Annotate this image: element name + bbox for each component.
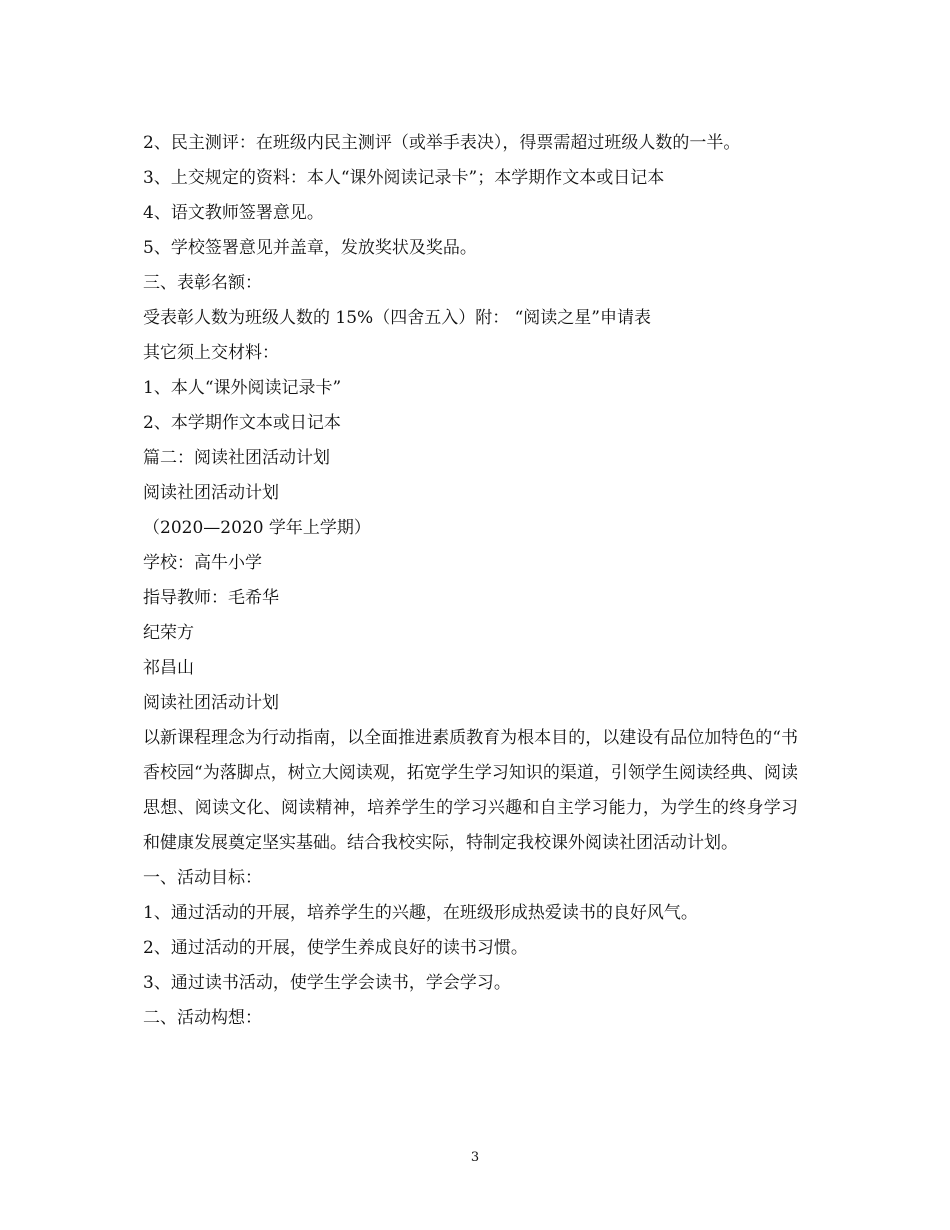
text-line: 5、学校签署意见并盖章，发放奖状及奖品。 <box>143 238 477 258</box>
text-line: 受表彰人数为班级人数的 15%（四舍五入）附： “阅读之星”申请表 <box>143 308 651 328</box>
school-line: 学校：高牛小学 <box>143 553 262 573</box>
section-heading: 三、表彰名额： <box>143 273 262 293</box>
text-line: 4、语文教师签署意见。 <box>143 203 324 223</box>
text-line: 1、通过活动的开展，培养学生的兴趣，在班级形成热爱读书的良好风气。 <box>143 903 698 923</box>
document-title: 阅读社团活动计划 <box>143 693 279 713</box>
text-line: 其它须上交材料： <box>143 343 279 363</box>
section-heading: 二、活动构想： <box>143 1008 262 1028</box>
text-line: 2、本学期作文本或日记本 <box>143 413 341 433</box>
text-line: 1、本人“课外阅读记录卡” <box>143 378 342 398</box>
section-heading: 一、活动目标： <box>143 868 262 888</box>
teacher-name: 祁昌山 <box>143 658 194 678</box>
semester-line: （2020—2020 学年上学期） <box>143 518 371 538</box>
document-body <box>143 126 811 1036</box>
chapter-heading: 篇二：阅读社团活动计划 <box>143 448 330 468</box>
teacher-name: 纪荣方 <box>143 623 194 643</box>
text-line: 2、通过活动的开展，使学生养成良好的读书习惯。 <box>143 938 528 958</box>
teacher-line: 指导教师：毛希华 <box>143 588 279 608</box>
intro-paragraph: 以新课程理念为行动指南，以全面推进素质教育为根本目的，以建设有品位加特色的“书香校园“为落脚点，树立大阅读观，拓宽学生学习知识的渠道，引领学生阅读经典、阅读思想、阅读文化、阅读精神，培养学生的学习兴趣和自主学习能力，为学生的终身学习和健康发展奠定坚实基础。结合我校实际，特制定我校课外阅读社团活动计划。 <box>143 728 798 853</box>
text-line: 2、民主测评：在班级内民主测评（或举手表决），得票需超过班级人数的一半。 <box>143 133 741 153</box>
text-line: 3、上交规定的资料：本人“课外阅读记录卡”；本学期作文本或日记本 <box>143 168 665 188</box>
page-number: 3 <box>470 1150 480 1165</box>
text-line: 3、通过读书活动，使学生学会读书，学会学习。 <box>143 973 511 993</box>
document-title: 阅读社团活动计划 <box>143 483 279 503</box>
